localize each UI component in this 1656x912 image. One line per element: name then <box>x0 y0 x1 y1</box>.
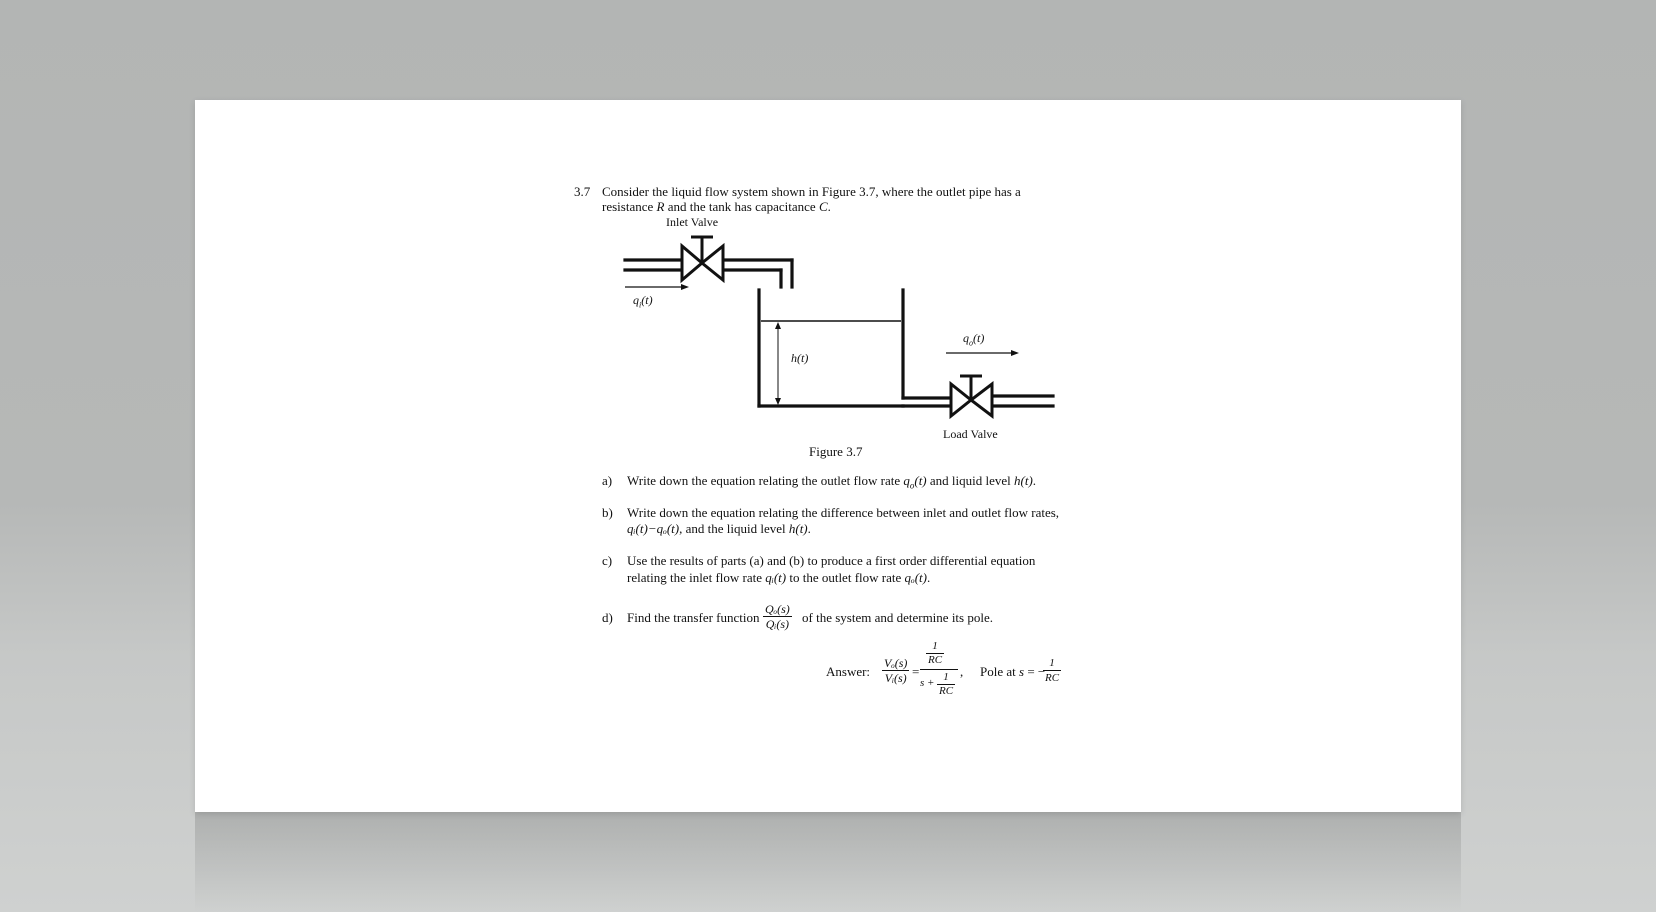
answer-label: Answer: <box>826 664 871 679</box>
level-height-arrow-icon <box>775 322 781 405</box>
part-b-line-2: qᵢ(t)−qₒ(t), and the liquid level h(t). <box>627 521 811 536</box>
figure-caption: Figure 3.7 <box>809 444 863 459</box>
problem-line-2: resistance R and the tank has capacitance C. <box>602 199 831 214</box>
answer-bottom-fraction: $\frac{1}{RC}$ <box>939 671 954 697</box>
outlet-flow-arrow-icon <box>946 350 1019 356</box>
part-c-line-2: relating the inlet flow rate qᵢ(t) to the outlet flow rate qₒ(t). <box>627 570 931 585</box>
problem-line-1: Consider the liquid flow system shown in Figure 3.7, where the outlet pipe has a <box>602 184 1021 199</box>
load-valve-label: Load Valve <box>943 427 998 441</box>
answer-comma: , <box>960 664 964 679</box>
document-page <box>195 100 1461 812</box>
part-d-text-pre: Find the transfer function <box>627 610 760 625</box>
part-b-line-1: Write down the equation relating the difference between inlet and outlet flow rates, <box>627 505 1060 520</box>
part-b-label: b) <box>602 505 613 520</box>
part-c-label: c) <box>602 553 613 568</box>
inlet-valve-icon <box>682 237 723 280</box>
inlet-flow-arrow-icon <box>625 284 689 290</box>
level-label: h(t) <box>791 351 809 365</box>
answer-top-fraction: $\frac{1}{RC}$ <box>928 640 943 666</box>
part-a-text: Write down the equation relating the outlet flow rate $q_o(t)$ and liquid level h(t). <box>627 473 1037 491</box>
inlet-valve-label: Inlet Valve <box>666 215 719 229</box>
part-c-line-1: Use the results of parts (a) and (b) to produce a first order differential equation <box>627 553 1036 568</box>
outlet-flow-label: $q_o(t)$ <box>963 331 985 348</box>
answer-main-fraction-bar <box>920 669 958 670</box>
pole-text: Pole at s = − <box>980 664 1046 679</box>
page-shadow <box>195 812 1461 912</box>
answer-lhs-fraction: $\frac{\text{Vₒ(s)}}{\text{Vᵢ(s)}}$ <box>884 656 908 685</box>
pole-fraction: $\frac{1}{RC}$ <box>1045 657 1060 684</box>
answer-bottom-s: s + <box>920 677 935 689</box>
answer-equals: = <box>912 664 920 679</box>
part-d-text-post: of the system and determine its pole. <box>802 610 993 625</box>
part-d-label: d) <box>602 610 613 625</box>
load-valve-icon <box>951 376 992 416</box>
part-a-label: a) <box>602 473 613 488</box>
problem-number: 3.7 <box>574 184 591 199</box>
part-d-fraction: $\frac{\text{Qₒ(s)}}{\text{Qᵢ(s)}}$ <box>765 602 790 631</box>
inlet-flow-label: $q_i(t)$ <box>633 293 653 310</box>
